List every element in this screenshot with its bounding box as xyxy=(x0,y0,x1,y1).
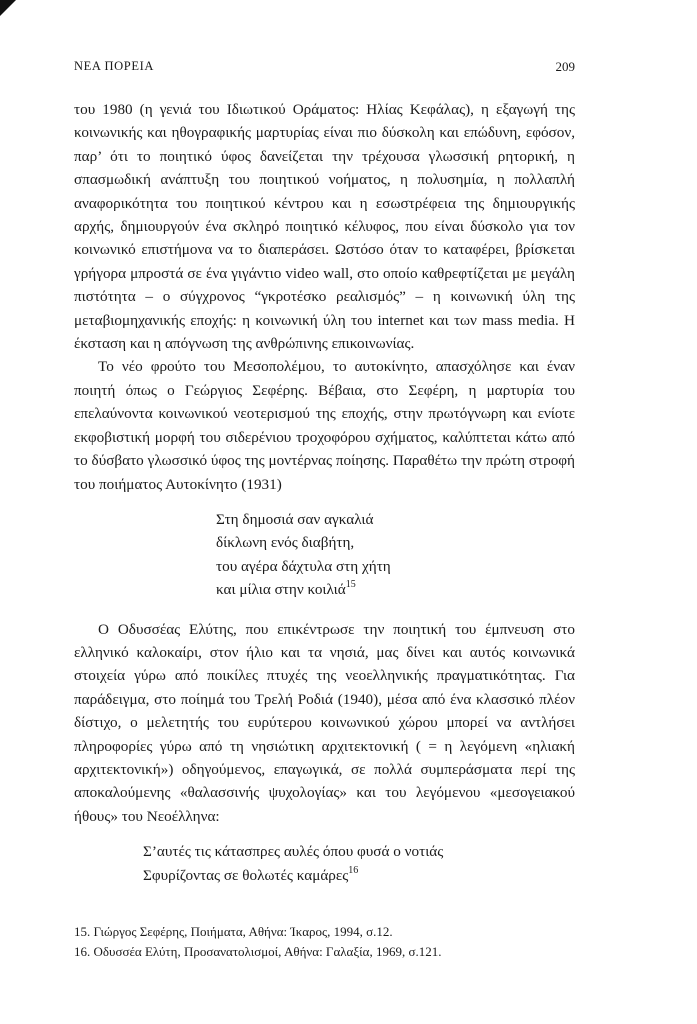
paragraph-3: Ο Οδυσσέας Ελύτης, που επικέντρωσε την ποιητική του έμπνευση στο ελληνικό καλοκαίρι, στον ήλιο και τα νησιά, μας δίνει και αυτός κοινωνικά στοιχεία γύρω από ποικίλες πτυχές της νεοελληνικής πραγματικότητας. Για παράδειγμα, στο ποίημά του Τρελή Ροδιά (1940), μέσα από ένα κλασσικό πλέον δίστιχο, ο μελετητής του ευρύτερου κοινωνικού χώρου μπορεί να αντλήσει πληροφορίες γύρω από τη νησιώτικη αρχιτεκτονική ( = η λεγόμενη «ηλιακή αρχιτεκτονική») οδηγούμενος, επαγωγικά, σε πολλά συμπεράσματα περί της αποκαλούμενης «θαλασσινής ψυχολογίας» και του λεγόμενου «μεσογειακού ήθους» του Νεοέλληνα: xyxy=(74,620,575,825)
poem-line: δίκλωνη ενός διαβήτη, xyxy=(216,534,355,552)
poem-quote-seferis xyxy=(74,508,575,602)
poem-line: του αγέρα δάχτυλα στη χήτη xyxy=(216,557,391,575)
main-text xyxy=(74,98,575,887)
footnote-15: 15. Γιώργος Σεφέρης, Ποιήματα, Αθήνα: Ίκαρος, 1994, σ.12. xyxy=(74,924,393,939)
paragraph-2: Το νέο φρούτο του Μεσοπολέμου, το αυτοκίνητο, απασχόλησε και έναν ποιητή όπως ο Γεώργιος Σεφέρης. Βέβαια, στο Σεφέρη, η μαρτυρία του επελαύνοντα κοινωνικού νεοτερισμού της εποχής, στην πρωτόγνωρη και ενίοτε εκφοβιστική μορφή του σιδερένιου τροχοφόρου σχήματος, καλύπτεται κάτω από το δύσβατο γλωσσικό ύφος της μοντέρνας ποίησης. Παραθέτω την πρώτη στροφή του ποιήματος Αυτοκίνητο (1931) xyxy=(74,358,575,493)
poem-line: Στη δημοσιά σαν αγκαλιά xyxy=(216,510,374,528)
footnote-16: 16. Οδυσσέα Ελύτη, Προσανατολισμοί, Αθήνα: Γαλαξία, 1969, σ.121. xyxy=(74,943,442,959)
footnotes xyxy=(74,922,575,961)
footnote-ref-16: 16 xyxy=(348,864,359,876)
poem-line-text: Σφυρίζοντας σε θολωτές καμάρες xyxy=(143,866,349,884)
poem-line-last xyxy=(143,864,575,887)
page-number: 209 xyxy=(555,59,575,74)
journal-title: ΝΕΑ ΠΟΡΕΙΑ xyxy=(74,59,154,73)
poem-line: Σ’αυτές τις κάτασπρες αυλές όπου φυσά ο νοτιάς xyxy=(143,843,444,861)
poem-line-text: και μίλια στην κοιλιά xyxy=(216,581,346,599)
running-header xyxy=(74,59,575,77)
footnote-ref-15: 15 xyxy=(345,579,356,591)
scan-corner-mark xyxy=(0,0,16,16)
poem-line-last xyxy=(216,578,575,601)
poem-quote-elytis xyxy=(74,840,575,887)
paragraph-1: του 1980 (η γενιά του Ιδιωτικού Οράματος: Ηλίας Κεφάλας), η εξαγωγή της κοινωνικής και ηθογραφικής μαρτυρίας είναι πιο δύσκολη και επώδυνη, εφόσον, παρ’ ότι το ποιητικό ύφος δανείζεται την τρέχουσα γλωσσική ρητορική, η σπασμωδική ανάπτυξη του ποιητικού νοήματος, η πολυσημία, η πολλαπλή αναφορικότητα του ποιητικού κέντρου και η εσωστρέφεια της δημιουργικής αρχής, δημιουργούν ένα σκληρό ποιητικό κέλυφος, που είναι δύσκολο για τον κοινωνικό επιστήμονα να το διαπεράσει. Ωστόσο όταν το καταφέρει, βρίσκεται γρήγορα μπροστά σε ένα γιγάντιο video wall, στο οποίο καθρεφτίζεται με μεγάλη πιστότητα – ο σύγχρονος “γκροτέσκο ρεαλισμός” – η κοινωνική ύλη της μεταβιομηχανικής εποχής: η κοινωνική ύλη του internet και των mass media. Η έκσταση και η απόγνωση της ανθρώπινης επικοινωνίας. xyxy=(74,101,575,353)
